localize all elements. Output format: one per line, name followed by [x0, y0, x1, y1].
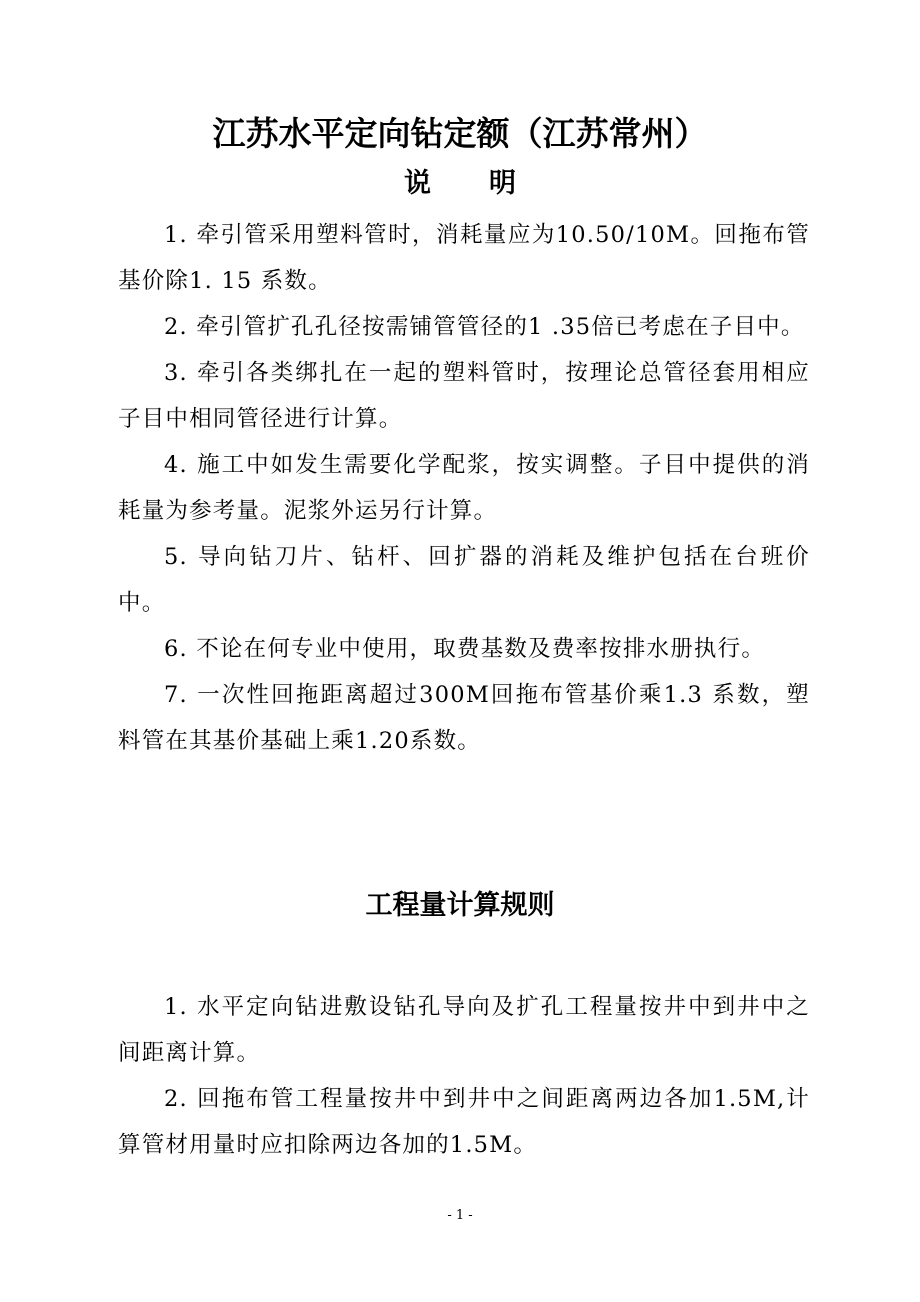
note-item-4: 4. 施工中如发生需要化学配浆，按实调整。子目中提供的消耗量为参考量。泥浆外运另行计算。: [118, 452, 810, 524]
page-number: - 1 -: [447, 1208, 473, 1223]
section-heading-explanation: 说明: [404, 168, 574, 199]
explanation-notes: [118, 212, 810, 764]
note-item-5: 5. 导向钻刀片、钻杆、回扩器的消耗及维护包括在台班价中。: [118, 544, 810, 616]
note-item-1: 1. 牵引管采用塑料管时，消耗量应为10.50/10M。回拖布管基价除1. 15 系数。: [118, 222, 810, 294]
document-title: 江苏水平定向钻定额（江苏常州）: [212, 114, 708, 153]
note-item-2: 2. 牵引管扩孔孔径按需铺管管径的1 .35倍已考虑在子目中。: [164, 314, 805, 340]
note-item-7: 7. 一次性回拖距离超过300M回拖布管基价乘1.3 系数，塑料管在其基价基础上乘1.20系数。: [118, 682, 810, 754]
rule-item-1: 1. 水平定向钻进敷设钻孔导向及扩孔工程量按井中到井中之间距离计算。: [118, 994, 810, 1066]
note-item-3: 3. 牵引各类绑扎在一起的塑料管时，按理论总管径套用相应子目中相同管径进行计算。: [118, 360, 810, 432]
section-heading-calculation-rules: 工程量计算规则: [365, 890, 555, 921]
calculation-rules: [118, 984, 810, 1168]
rule-item-2: 2. 回拖布管工程量按井中到井中之间距离两边各加1.5M,计算管材用量时应扣除两边各加的1.5M。: [118, 1086, 810, 1158]
note-item-6: 6. 不论在何专业中使用，取费基数及费率按排水册执行。: [164, 636, 766, 662]
